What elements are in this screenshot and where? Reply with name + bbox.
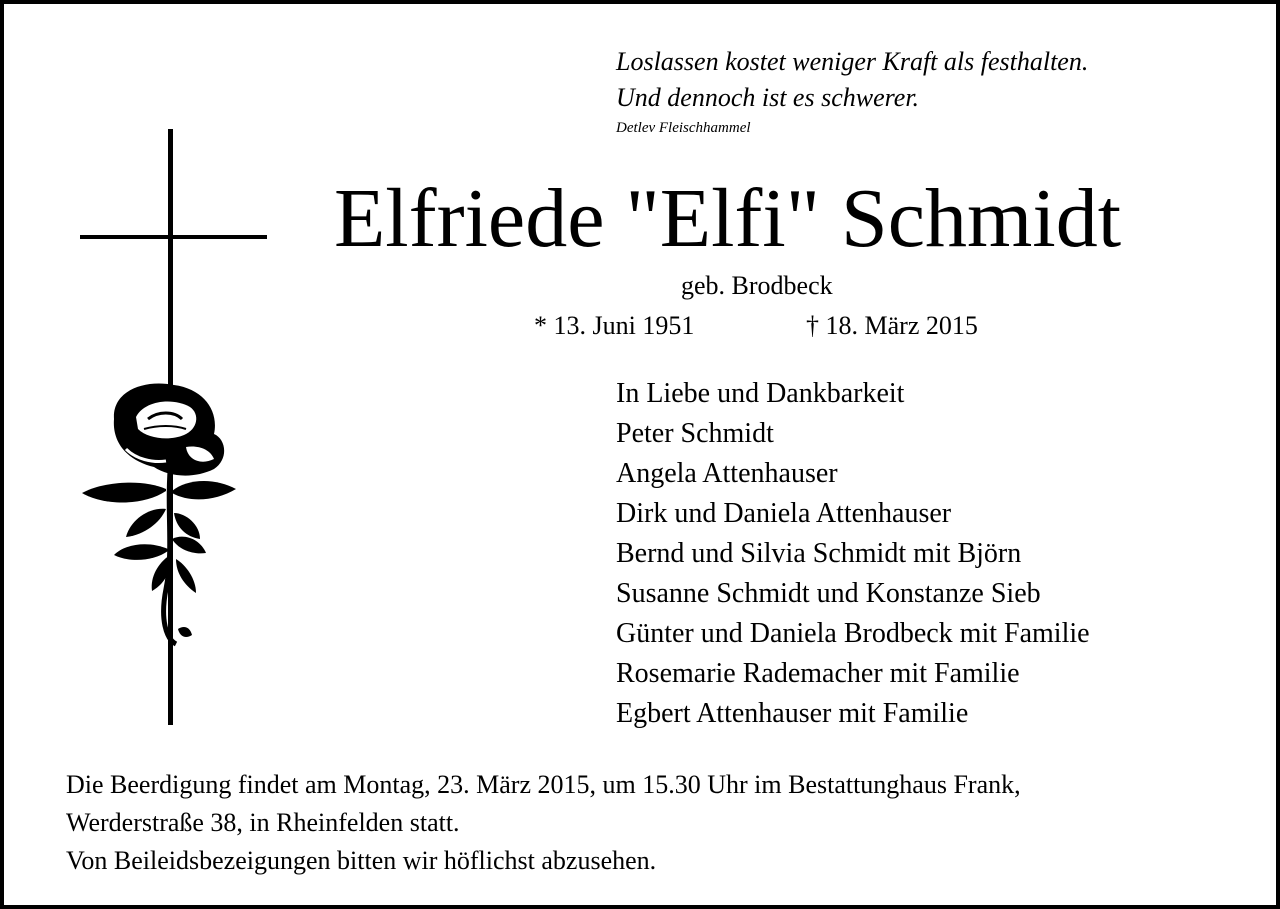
mourner-line: Peter Schmidt	[616, 418, 774, 449]
mourner-line: Dirk und Daniela Attenhauser	[616, 498, 952, 529]
quote-line: Und dennoch ist es schwerer.	[616, 83, 920, 112]
death-date: † 18. März 2015	[806, 311, 978, 340]
mourners-list	[616, 374, 1090, 734]
mourner-line: Susanne Schmidt und Konstanze Sieb	[616, 578, 1041, 609]
mourner-line: In Liebe und Dankbarkeit	[616, 378, 905, 409]
mourner-line: Günter und Daniela Brodbeck mit Familie	[616, 618, 1090, 649]
notice-line: Werderstraße 38, in Rheinfelden statt.	[66, 808, 460, 837]
quote-author: Detlev Fleischhammel	[616, 120, 751, 136]
notice-line: Die Beerdigung findet am Montag, 23. März 2015, um 15.30 Uhr im Bestattunghaus Frank,	[66, 770, 1021, 799]
quote-block	[616, 44, 1088, 138]
birth-date: * 13. Juni 1951	[534, 311, 695, 340]
quote-line: Loslassen kostet weniger Kraft als festhalten.	[616, 47, 1089, 76]
mourner-line: Bernd und Silvia Schmidt mit Björn	[616, 538, 1022, 569]
deceased-name: Elfriede "Elfi" Schmidt	[334, 172, 1122, 265]
birth-name: geb. Brodbeck	[681, 271, 833, 300]
cross-with-rose-icon	[74, 129, 274, 729]
mourner-line: Egbert Attenhauser mit Familie	[616, 698, 969, 729]
funeral-notice	[66, 766, 1021, 880]
notice-line: Von Beileidsbezeigungen bitten wir höflichst abzusehen.	[66, 846, 657, 875]
mourner-line: Angela Attenhauser	[616, 458, 838, 489]
mourner-line: Rosemarie Rademacher mit Familie	[616, 658, 1020, 689]
life-dates	[534, 309, 978, 343]
